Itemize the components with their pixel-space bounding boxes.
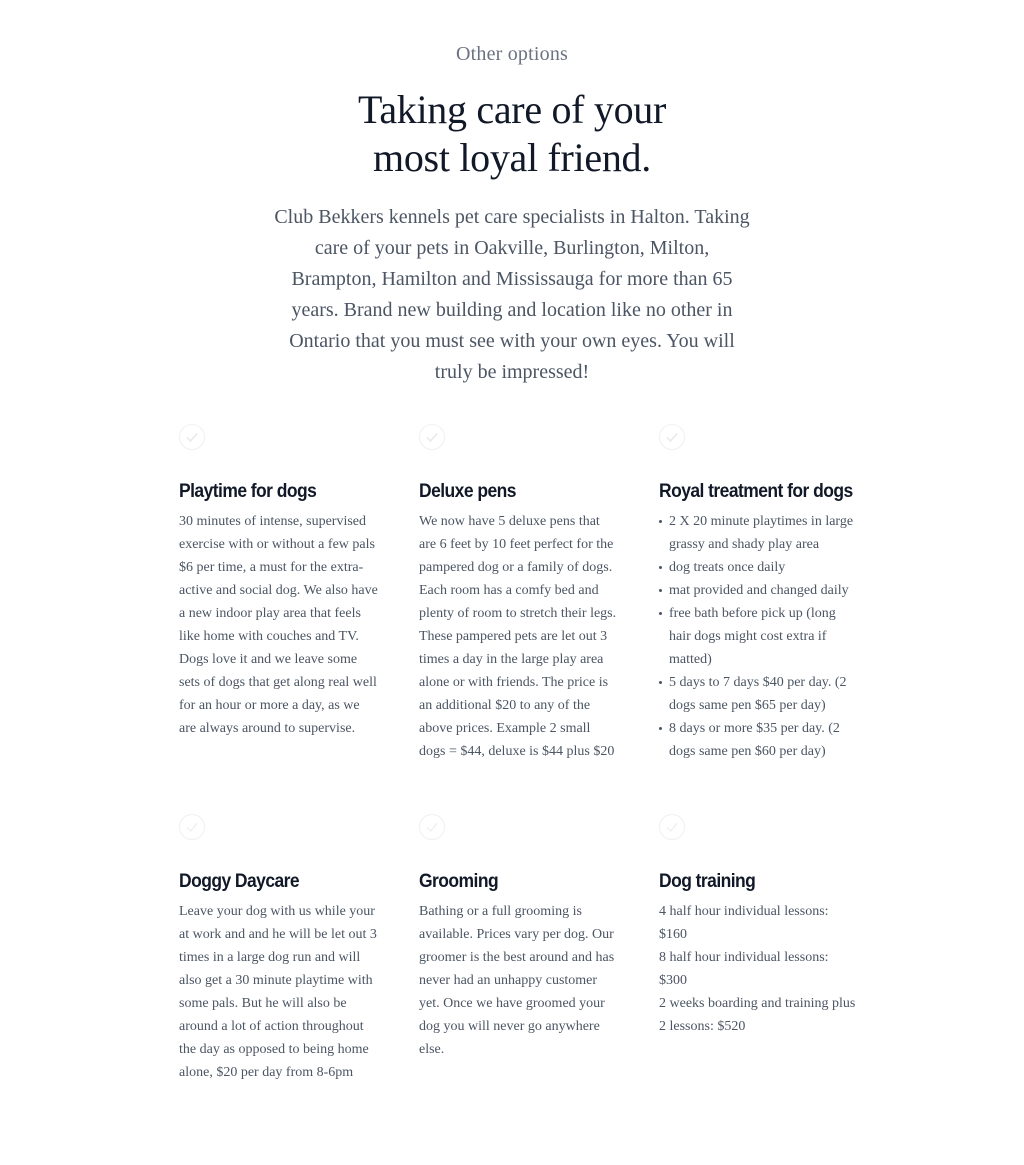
headline-line-2: most loyal friend. — [373, 135, 651, 180]
feature-playtime — [179, 424, 379, 763]
feature-price-lines — [659, 900, 859, 1038]
feature-title: Playtime for dogs — [179, 481, 317, 502]
section-lead: Club Bekkers kennels pet care specialists in Halton. Taking care of your pets in Oakville, Burlington, Milton, Brampton, Hamilton and Mississauga for more than 65 years. Brand new building and location like no other in Ontario that you must see with your own eyes. You will truly be impressed! — [274, 206, 750, 383]
feature-deluxe-pens — [419, 424, 619, 763]
feature-text: Bathing or a full grooming is available. Prices vary per dog. Our groomer is the best around and has never had an unhappy customer yet. Once we have groomed your dog you will never go anywhere else. — [419, 904, 615, 1057]
price-line: 4 half hour individual lessons: $160 — [659, 904, 829, 942]
list-item: 5 days to 7 days $40 per day. (2 dogs same pen $65 per day) — [669, 671, 859, 717]
feature-text: 30 minutes of intense, supervised exercise with or without a few pals $6 per time, a must for the extra-active and social dog. We also have a new indoor play area that feels like home with couches and TV. Dogs love it and we leave some sets of dogs that get along real well for an hour or more a day, as we are always around to supervise. — [179, 514, 378, 736]
section-eyebrow: Other options — [455, 43, 569, 65]
feature-doggy-daycare — [179, 814, 379, 1084]
price-line: 8 half hour individual lessons: $300 — [659, 950, 829, 988]
features-row-2 — [179, 814, 859, 1084]
list-item: 2 X 20 minute playtimes in large grassy and shady play area — [669, 510, 859, 556]
list-item: mat provided and changed daily — [669, 579, 859, 602]
feature-list — [659, 510, 859, 763]
check-circle-icon — [419, 814, 445, 840]
headline-line-1: Taking care of your — [357, 87, 667, 132]
list-item: 8 days or more $35 per day. (2 dogs same pen $60 per day) — [669, 717, 859, 763]
feature-title: Royal treatment for dogs — [659, 481, 853, 502]
price-line: 2 weeks boarding and training plus 2 lessons: $520 — [659, 996, 856, 1034]
check-circle-icon — [659, 424, 685, 450]
check-circle-icon — [659, 814, 685, 840]
feature-royal-treatment — [659, 424, 859, 763]
feature-title: Dog training — [659, 871, 756, 892]
feature-title: Grooming — [419, 871, 499, 892]
feature-text: We now have 5 deluxe pens that are 6 feet by 10 feet perfect for the pampered dog or a family of dogs. Each room has a comfy bed and plenty of room to stretch their legs. These pampered pets are let out 3 times a day in the large play area alone or with friends. The price is an additional $20 to any of the above prices. Example 2 small dogs = $44, deluxe is $44 plus $20 — [419, 514, 617, 759]
feature-title: Deluxe pens — [419, 481, 516, 502]
check-circle-icon — [179, 424, 205, 450]
features-row-1 — [179, 424, 859, 763]
feature-dog-training — [659, 814, 859, 1084]
feature-grooming — [419, 814, 619, 1084]
section-headline — [312, 86, 712, 182]
feature-text: Leave your dog with us while your at work and and he will be let out 3 times in a large dog run and will also get a 30 minute playtime with some pals. But he will also be around a lot of action throughout the day as opposed to being home alone, $20 per day from 8-6pm — [179, 904, 377, 1080]
list-item: dog treats once daily — [669, 556, 859, 579]
check-circle-icon — [419, 424, 445, 450]
list-item: free bath before pick up (long hair dogs might cost extra if matted) — [669, 602, 859, 671]
check-circle-icon — [179, 814, 205, 840]
feature-title: Doggy Daycare — [179, 871, 300, 892]
